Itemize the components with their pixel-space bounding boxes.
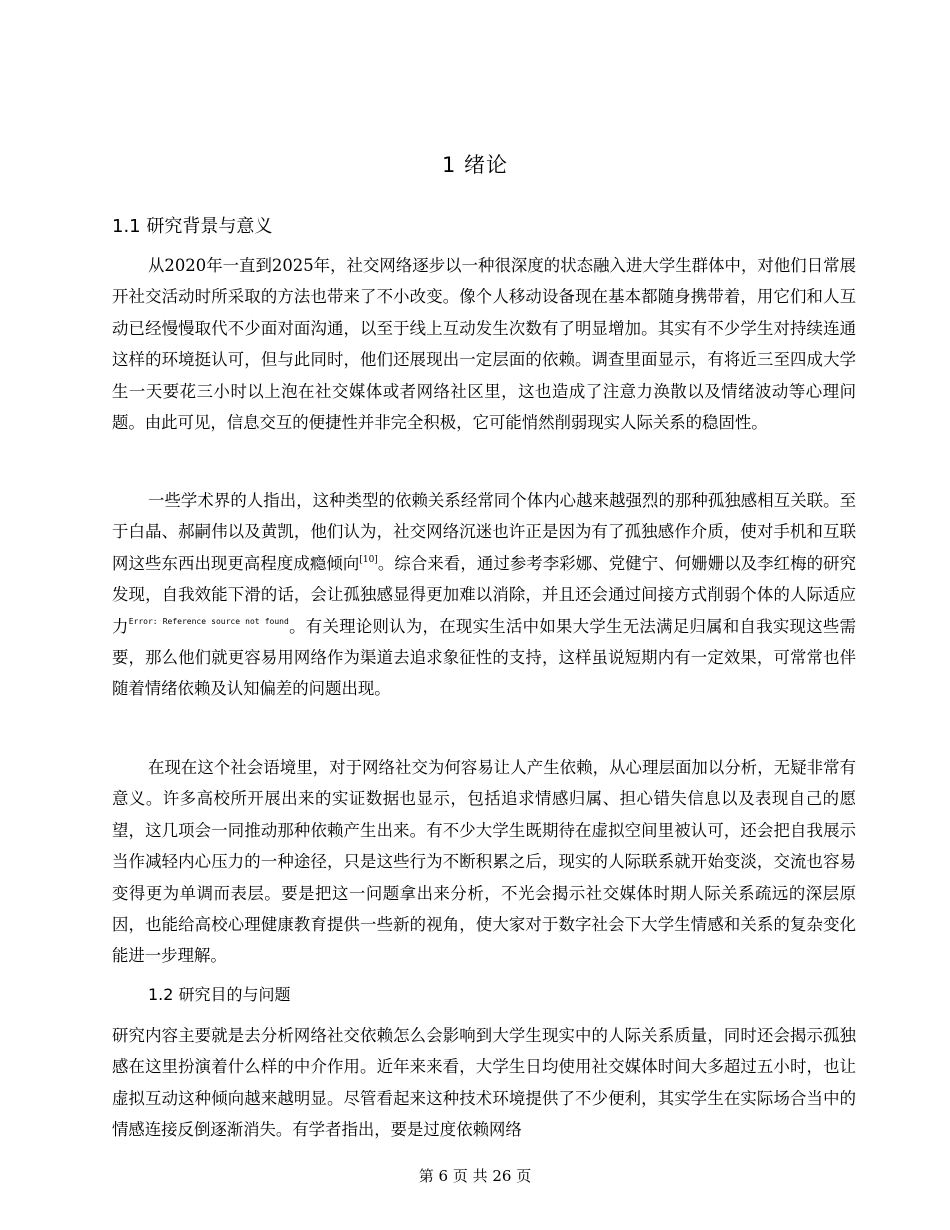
paragraph-background-2 bbox=[112, 485, 856, 705]
paragraph-purpose-1: 研究内容主要就是去分析网络社交依赖怎么会影响到大学生现实中的人际关系质量，同时还会揭示孤独感在这里扮演着什么样的中介作用。近年来来看，大学生日均使用社交媒体时间大多超过五小时，也让虚拟互动这种倾向越来越明显。尽管看起来这种技术环境提供了不少便利，其实学生在实际场合当中的情感连接反倒逐渐消失。有学者指出，要是过度依赖网络 bbox=[112, 1026, 856, 1140]
section-heading-1-2: 1.2 研究目的与问题 bbox=[148, 985, 291, 1004]
citation-error-reference: Error: Reference source not found bbox=[128, 616, 289, 626]
chapter-title: 1 绪论 bbox=[441, 153, 509, 177]
paragraph-background-3: 在现在这个社会语境里，对于网络社交为何容易让人产生依赖，从心理层面加以分析，无疑非常有意义。许多高校所开展出来的实证数据也显示，包括追求情感归属、担心错失信息以及表现自己的愿望，这几项会一同推动那种依赖产生出来。有不少大学生既期待在虚拟空间里被认可，还会把自我展示当作减轻内心压力的一种途径，只是这些行为不断积累之后，现实的人际联系就开始变淡，交流也容易变得更为单调而表层。要是把这一问题拿出来分析，不光会揭示社交媒体时期人际关系疏远的深层原因，也能给高校心理健康教育提供一些新的视角，使大家对于数字社会下大学生情感和关系的复杂变化能进一步理解。 bbox=[112, 758, 856, 966]
paragraph-text-segment: 。有关理论则认为，在现实生活中如果大学生无法满足归属和自我实现这些需要，那么他们就更容易用网络作为渠道去追求象征性的支持，这样虽说短期内有一定效果，可常常也伴随着情绪依赖及认知偏差的问题出现。 bbox=[112, 616, 856, 699]
section-heading-1-1: 1.1 研究背景与意义 bbox=[112, 216, 273, 237]
paragraph-background-1: 从2020年一直到2025年，社交网络逐步以一种很深度的状态融入进大学生群体中，对他们日常展开社交活动时所采取的方法也带来了不小改变。像个人移动设备现在基本都随身携带着，用它们和人互动已经慢慢取代不少面对面沟通，以至于线上互动发生次数有了明显增加。其实有不少学生对持续连通这样的环境挺认可，但与此同时，他们还展现出一定层面的依赖。调查里面显示，有将近三至四成大学生一天要花三小时以上泡在社交媒体或者网络社区里，这也造成了注意力涣散以及情绪波动等心理问题。由此可见，信息交互的便捷性并非完全积极，它可能悄然削弱现实人际关系的稳固性。 bbox=[112, 256, 856, 433]
page-number-footer: 第 6 页 共 26 页 bbox=[418, 1167, 532, 1185]
paragraph-text-segment: 一些学术界的人指出，这种类型的依赖关系经常同个体内心越来越强烈的那种孤独感相互关联。至于白晶、郝嗣伟以及黄凯，他们认为，社交网络沉迷也许正是因为有了孤独感作介质，使对手机和互联网这些东西出现更高程度成瘾倾向 bbox=[112, 491, 856, 573]
citation-reference: [10] bbox=[359, 554, 378, 565]
paragraph-text-segment: 。综合来看，通过参考李彩娜、党健宁、何姗姗以及李红梅的研究发现，自我效能下滑的话，会让孤独感显得更加难以消除，并且还会通过间接方式削弱个体的人际适应力 bbox=[112, 553, 857, 636]
